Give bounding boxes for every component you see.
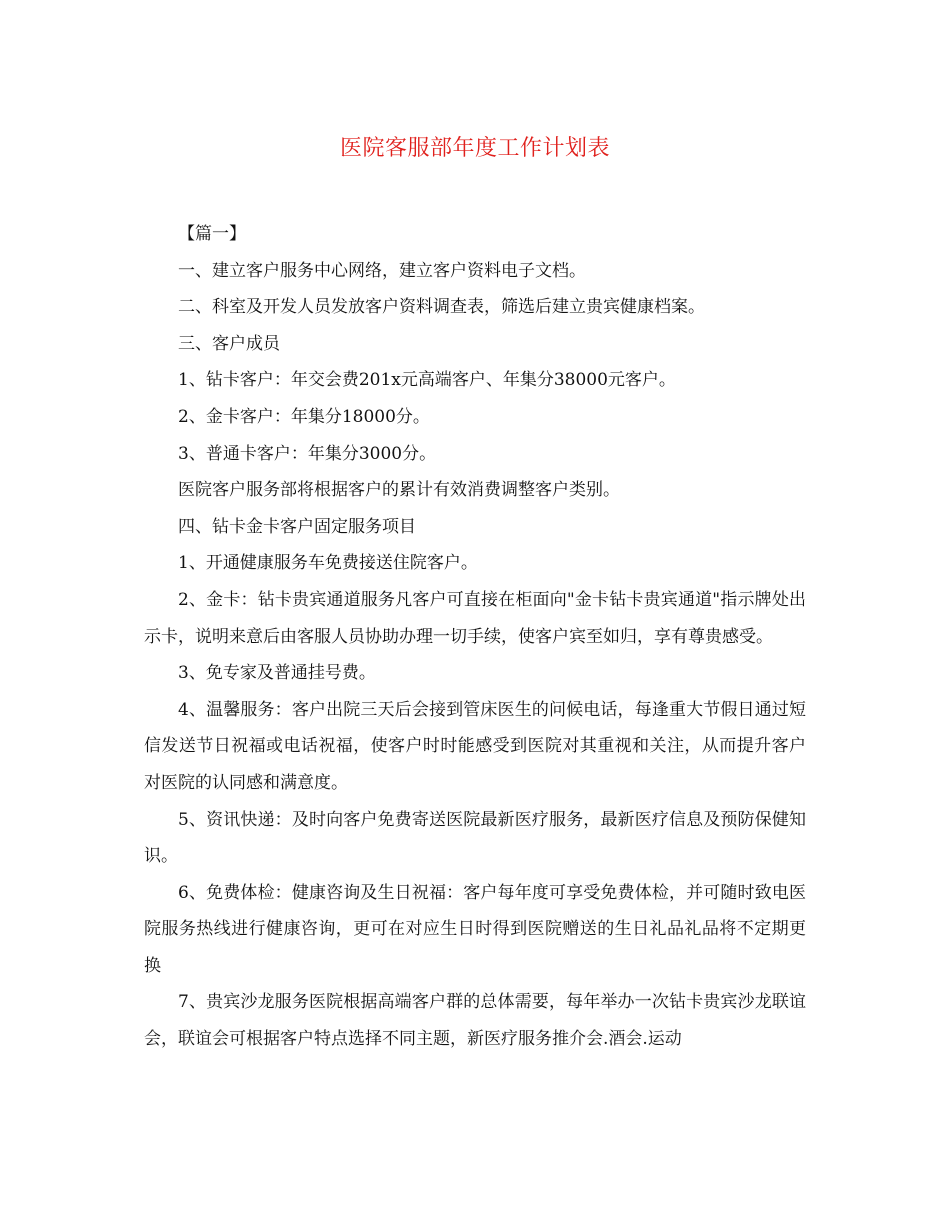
paragraph: 1、钻卡客户：年交会费201x元高端客户、年集分38000元客户。: [178, 370, 676, 391]
paragraph: 6、免费体检：健康咨询及生日祝福：客户每年度可享受免费体检，并可随时致电医院服务热线进行健康咨询，更可在对应生日时得到医院赠送的生日礼品礼品将不定期更换: [144, 882, 806, 976]
paragraph: 4、温馨服务：客户出院三天后会接到管床医生的问候电话，每逢重大节假日通过短信发送节日祝福或电话祝福，使客户时时能感受到医院对其重视和关注，从而提升客户对医院的认同感和满意度。: [144, 699, 806, 793]
paragraph: 3、普通卡客户：年集分3000分。: [178, 443, 437, 464]
paragraph: 医院客户服务部将根据客户的累计有效消费调整客户类别。: [178, 480, 620, 501]
paragraph: 3、免专家及普通挂号费。: [178, 663, 376, 684]
paragraph: 2、金卡客户：年集分18000分。: [178, 406, 430, 427]
section-heading: 【篇一】: [178, 224, 246, 244]
paragraph: 7、贵宾沙龙服务医院根据高端客户群的总体需要，每年举办一次钻卡贵宾沙龙联谊会，联谊会可根据客户特点选择不同主题，新医疗服务推介会.酒会.运动: [144, 992, 806, 1050]
paragraph: 二、科室及开发人员发放客户资料调查表，筛选后建立贵宾健康档案。: [178, 297, 705, 318]
paragraph: 四、钻卡金卡客户固定服务项目: [178, 516, 416, 537]
paragraph: 2、金卡：钻卡贵宾通道服务凡客户可直接在柜面向"金卡钻卡贵宾通道"指示牌处出示卡，说明来意后由客服人员协助办理一切手续，使客户宾至如归，享有尊贵感受。: [144, 589, 806, 647]
paragraph: 1、开通健康服务车免费接送住院客户。: [178, 553, 478, 574]
document-title: 医院客服部年度工作计划表: [339, 136, 610, 161]
document-body: [144, 216, 806, 1058]
paragraph: 5、资讯快递：及时向客户免费寄送医院最新医疗服务，最新医疗信息及预防保健知识。: [144, 809, 806, 867]
paragraph: 三、客户成员: [178, 333, 280, 354]
paragraph: 一、建立客户服务中心网络，建立客户资料电子文档。: [178, 260, 586, 281]
